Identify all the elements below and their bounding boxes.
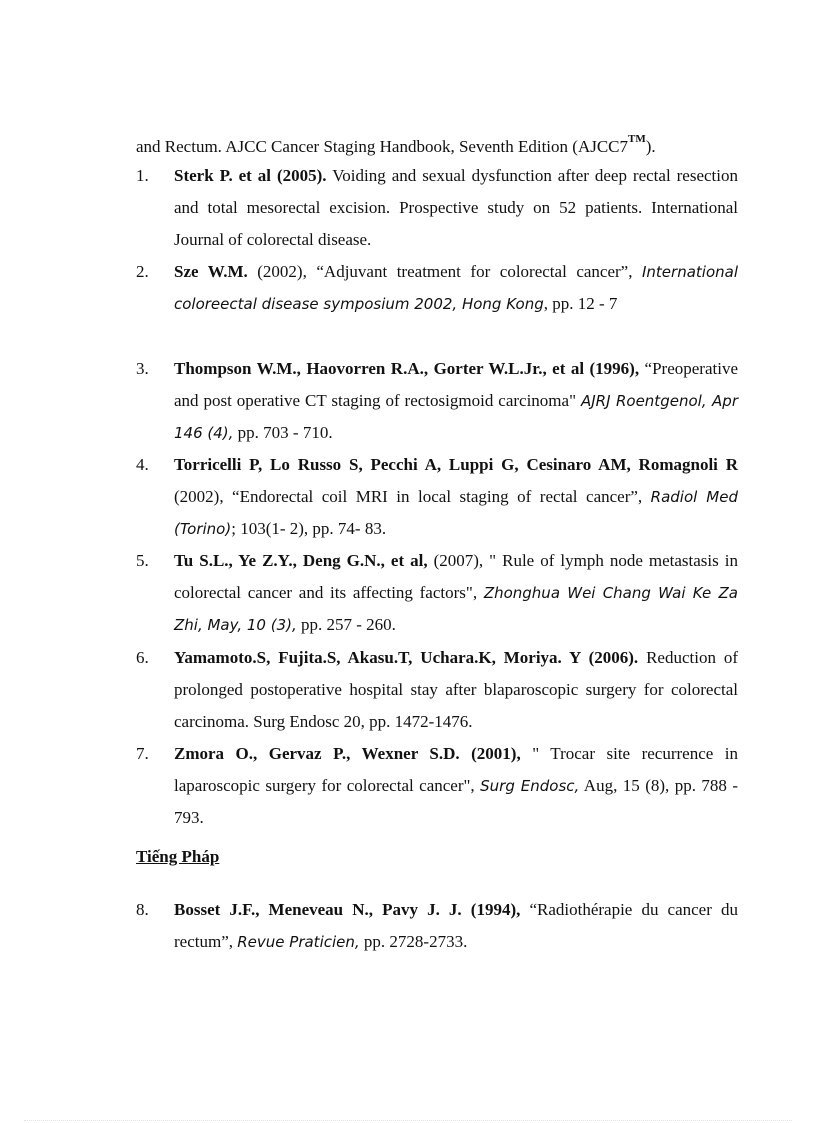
reference-number: 5.: [136, 551, 149, 570]
reference-text: Sterk P. et al (2005). Voiding and sexual dysfunction after deep rectal resection and total mesorectal excision. Prospective study on 52 patients. International Journal of colorectal disease.: [174, 166, 738, 249]
reference-item: [136, 449, 738, 545]
reference-authors: Sterk P. et al (2005).: [174, 166, 327, 185]
reference-authors: Tu S.L., Ye Z.Y., Deng G.N., et al,: [174, 551, 428, 570]
reference-journal: International coloreectal disease symposium 2002, Hong Kong: [174, 263, 738, 313]
section-heading: Tiếng Pháp: [136, 847, 220, 866]
reference-journal: Zhonghua Wei Chang Wai Ke Za Zhi, May, 10 (3),: [174, 584, 738, 634]
page-bottom-rule: [24, 1120, 792, 1121]
continuation-line: and Rectum. AJCC Cancer Staging Handbook, Seventh Edition (AJCC7™).: [136, 133, 656, 156]
reference-authors: Bosset J.F., Meneveau N., Pavy J. J. (1994),: [174, 900, 521, 919]
reference-number: 2.: [136, 262, 149, 281]
reference-item: [136, 545, 738, 641]
reference-journal: Revue Praticien,: [237, 933, 360, 951]
reference-text: Yamamoto.S, Fujita.S, Akasu.T, Uchara.K, Moriya. Y (2006). Reduction of prolonged postoperative hospital stay after blaparoscopic surgery for colorectal carcinoma. Surg Endosc 20, pp. 1472-1476.: [174, 648, 738, 731]
reference-journal: AJRJ Roentgenol, Apr 146 (4),: [174, 392, 738, 442]
reference-number: 6.: [136, 648, 149, 667]
reference-number: 4.: [136, 455, 149, 474]
reference-authors: Sze W.M.: [174, 262, 248, 281]
reference-journal: Radiol Med (Torino): [174, 488, 739, 538]
reference-journal: Surg Endosc,: [480, 777, 580, 795]
reference-authors: Torricelli P, Lo Russo S, Pecchi A, Luppi G, Cesinaro AM, Romagnoli R: [174, 455, 738, 474]
reference-number: 1.: [136, 166, 149, 185]
reference-item: [136, 160, 738, 256]
reference-item: [136, 738, 738, 834]
reference-number: 8.: [136, 900, 149, 919]
reference-text: Tu S.L., Ye Z.Y., Deng G.N., et al, (2007), " Rule of lymph node metastasis in colorectal cancer and its affecting factors", Zhonghua Wei Chang Wai Ke Za Zhi, May, 10 (3), pp. 257 - 260.: [174, 551, 738, 634]
reference-item: [136, 353, 738, 449]
reference-item: [136, 642, 738, 738]
reference-item: [136, 256, 738, 320]
reference-authors: Zmora O., Gervaz P., Wexner S.D. (2001),: [174, 744, 521, 763]
reference-authors: Thompson W.M., Haovorren R.A., Gorter W.L.Jr., et al (1996),: [174, 359, 640, 378]
reference-text: Sze W.M. (2002), “Adjuvant treatment for colorectal cancer”, International coloreectal disease symposium 2002, Hong Kong, pp. 12 - 7: [174, 262, 738, 313]
reference-number: 7.: [136, 744, 149, 763]
reference-text: Zmora O., Gervaz P., Wexner S.D. (2001), " Trocar site recurrence in laparoscopic surgery for colorectal cancer", Surg Endosc, Aug, 15 (8), pp. 788 - 793.: [174, 744, 738, 827]
reference-text: Bosset J.F., Meneveau N., Pavy J. J. (1994), “Radiothérapie du cancer du rectum”, Revue Praticien, pp. 2728-2733.: [174, 900, 738, 951]
trademark-sup: TM: [628, 133, 646, 146]
reference-text: Thompson W.M., Haovorren R.A., Gorter W.L.Jr., et al (1996), “Preoperative and post operative CT staging of rectosigmoid carcinoma" AJRJ Roentgenol, Apr 146 (4), pp. 703 - 710.: [174, 359, 739, 442]
reference-text: Torricelli P, Lo Russo S, Pecchi A, Luppi G, Cesinaro AM, Romagnoli R (2002), “Endorectal coil MRI in local staging of rectal cancer”, Radiol Med (Torino); 103(1- 2), pp. 74- 83.: [174, 455, 739, 538]
reference-number: 3.: [136, 359, 149, 378]
reference-item: [136, 894, 738, 958]
reference-authors: Yamamoto.S, Fujita.S, Akasu.T, Uchara.K, Moriya. Y (2006).: [174, 648, 639, 667]
